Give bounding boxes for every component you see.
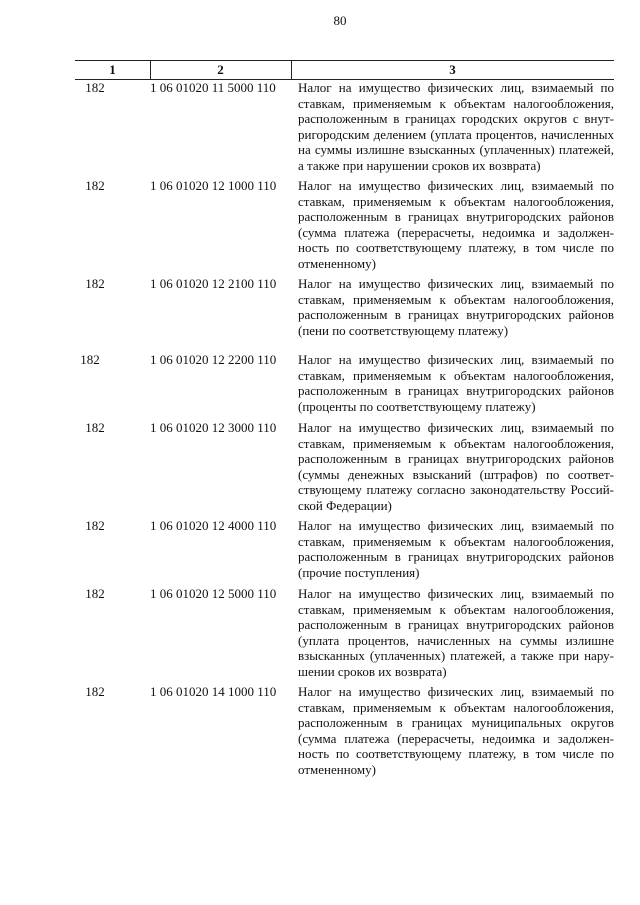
description-line: Налог на имущество физических лиц, взимаемый по bbox=[298, 80, 614, 95]
description-line: Налог на имущество физических лиц, взимаемый по bbox=[298, 586, 614, 601]
description-line: ставкам, применяемым к объектам налогообложения, bbox=[298, 95, 614, 111]
description-line: (проценты по соответствующему платежу) bbox=[298, 398, 536, 414]
description-line: ставкам, применяемым к объектам налогообложения, bbox=[298, 435, 614, 451]
description-line: ригородским делением (уплата процентов, начисленных bbox=[298, 126, 614, 142]
kbk-code: 1 06 01020 12 2200 110 bbox=[150, 352, 277, 367]
admin-code: 182 bbox=[85, 276, 105, 291]
description-line: (сумма платежа (перерасчеты, недоимка и задолжен- bbox=[298, 224, 614, 240]
admin-code: 182 bbox=[85, 684, 105, 699]
description bbox=[298, 420, 614, 514]
kbk-code: 1 06 01020 14 1000 110 bbox=[150, 684, 277, 699]
admin-code: 182 bbox=[80, 352, 100, 367]
kbk-code: 1 06 01020 12 2100 110 bbox=[150, 276, 277, 291]
description-line: ставкам, применяемым к объектам налогообложения, bbox=[298, 193, 614, 209]
description bbox=[298, 276, 614, 338]
description bbox=[298, 586, 614, 680]
admin-code: 182 bbox=[85, 178, 105, 193]
description-line: ставкам, применяемым к объектам налогообложения, bbox=[298, 367, 614, 383]
description-line: расположенным в границах муниципальных округов bbox=[298, 715, 614, 731]
kbk-code: 1 06 01020 11 5000 110 bbox=[150, 80, 276, 95]
kbk-code: 1 06 01020 12 5000 110 bbox=[150, 586, 277, 601]
description-line: Налог на имущество физических лиц, взимаемый по bbox=[298, 684, 614, 699]
description bbox=[298, 684, 614, 778]
table-header bbox=[75, 60, 614, 80]
admin-code: 182 bbox=[85, 586, 105, 601]
description bbox=[298, 178, 614, 272]
description-line: (сумма платежа (перерасчеты, недоимка и задолжен- bbox=[298, 730, 614, 746]
description-line: Налог на имущество физических лиц, взимаемый по bbox=[298, 518, 614, 533]
description-line: взысканных (уплаченных) платежей, а также при нару- bbox=[298, 648, 614, 664]
description-line: ставкам, применяемым к объектам налогообложения, bbox=[298, 291, 614, 307]
description-line: на суммы излишне взысканных (уплаченных) платежей, bbox=[298, 142, 614, 158]
header-col-1: 1 bbox=[75, 61, 151, 79]
kbk-code: 1 06 01020 12 4000 110 bbox=[150, 518, 277, 533]
description bbox=[298, 80, 614, 174]
header-col-3: 3 bbox=[449, 62, 456, 77]
description-line: (уплата процентов, начисленных на суммы излишне bbox=[298, 632, 614, 648]
description-line: ность по соответствующему платежу, в том числе по bbox=[298, 240, 614, 256]
description-line: шении сроков их возврата) bbox=[298, 663, 447, 679]
description-line: расположенным в границах внутригородских районов bbox=[298, 383, 614, 399]
description-line: ность по соответствующему платежу, в том числе по bbox=[298, 746, 614, 762]
description-line: ставкам, применяемым к объектам налогообложения, bbox=[298, 533, 614, 549]
description-line: отмененному) bbox=[298, 761, 376, 777]
description-line: (пени по соответствующему платежу) bbox=[298, 322, 509, 338]
description-line: расположенным в границах внутригородских районов bbox=[298, 451, 614, 467]
admin-code: 182 bbox=[85, 420, 105, 435]
description-line: расположенным в границах внутригородских районов bbox=[298, 209, 614, 225]
header-col-2: 2 bbox=[150, 61, 292, 79]
description-line: ствующему платежу согласно законодательству Россий- bbox=[298, 482, 614, 498]
description-line: Налог на имущество физических лиц, взимаемый по bbox=[298, 420, 614, 435]
kbk-code: 1 06 01020 12 3000 110 bbox=[150, 420, 277, 435]
description-line: Налог на имущество физических лиц, взимаемый по bbox=[298, 276, 614, 291]
description-line: расположенным в границах внутригородских районов bbox=[298, 549, 614, 565]
kbk-code: 1 06 01020 12 1000 110 bbox=[150, 178, 277, 193]
description-line: отмененному) bbox=[298, 255, 376, 271]
admin-code: 182 bbox=[85, 80, 105, 95]
admin-code: 182 bbox=[85, 518, 105, 533]
description-line: ской Федерации) bbox=[298, 497, 392, 513]
description-line: ставкам, применяемым к объектам налогообложения, bbox=[298, 699, 614, 715]
description-line: (прочие поступления) bbox=[298, 564, 420, 580]
description-line: расположенным в границах внутригородских районов bbox=[298, 307, 614, 323]
description-line: а также при нарушении сроков их возврата) bbox=[298, 157, 541, 173]
description bbox=[298, 518, 614, 580]
description-line: (суммы денежных взысканий (штрафов) по соответ- bbox=[298, 466, 614, 482]
description-line: Налог на имущество физических лиц, взимаемый по bbox=[298, 178, 614, 193]
description-line: расположенным в границах внутригородских районов bbox=[298, 617, 614, 633]
description-line: расположенным в границах городских округов с внут- bbox=[298, 111, 614, 127]
description-line: ставкам, применяемым к объектам налогообложения, bbox=[298, 601, 614, 617]
description bbox=[298, 352, 614, 414]
page-number: 80 bbox=[333, 13, 347, 28]
description-line: Налог на имущество физических лиц, взимаемый по bbox=[298, 352, 614, 367]
